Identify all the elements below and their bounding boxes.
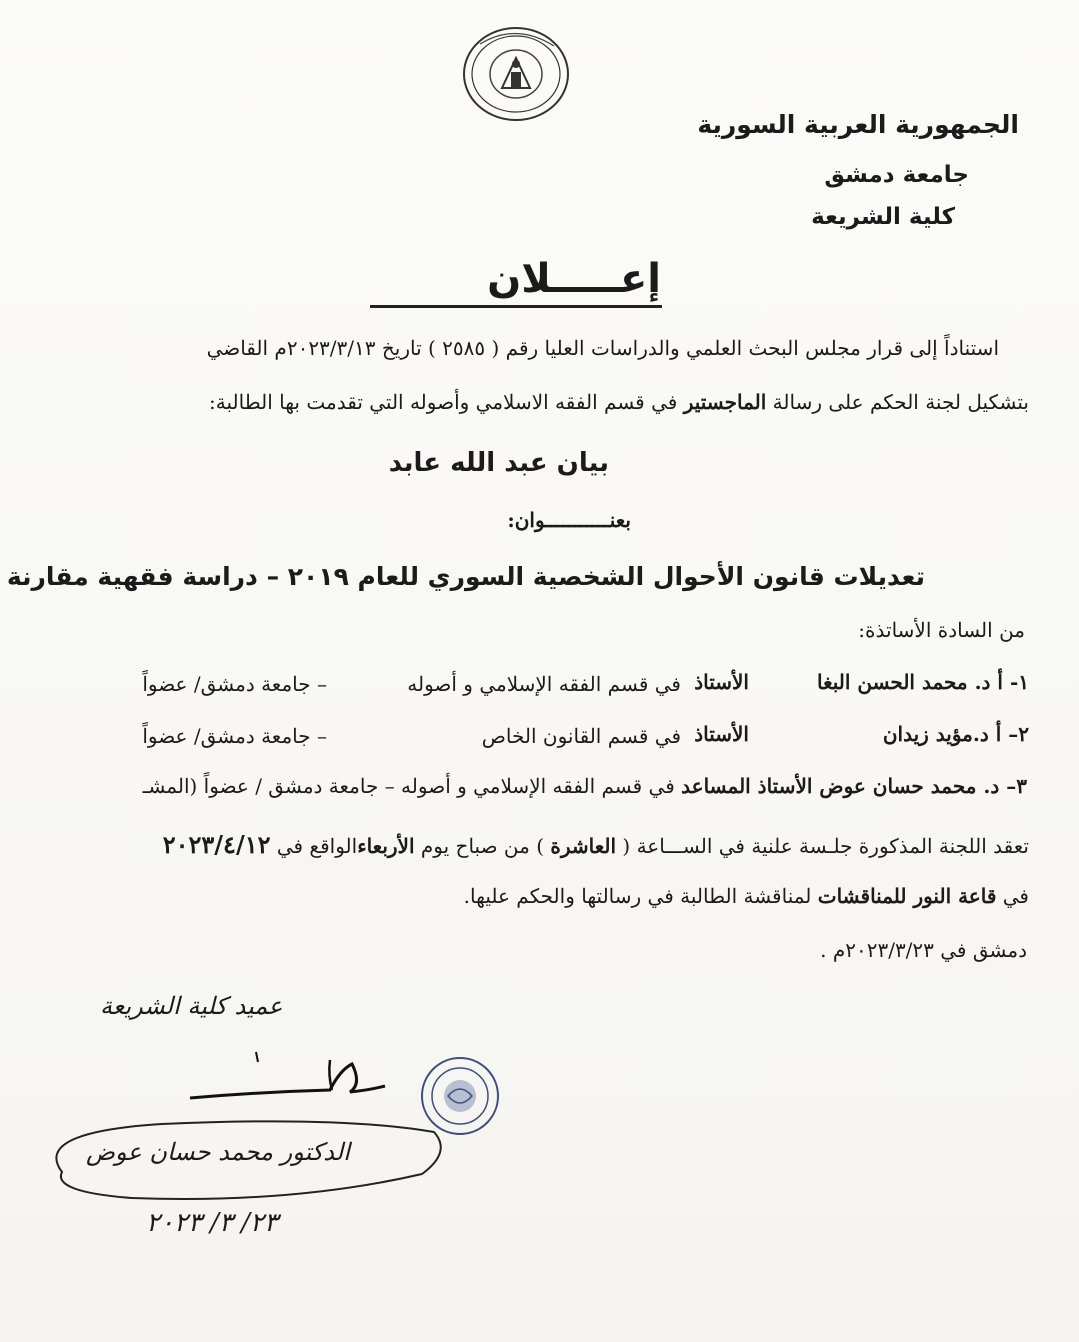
committee-member-1-name: ١- أ د. محمد الحسن البغا [816,670,1029,694]
session-text-e: لمناقشة الطالبة في رسالتها والحكم عليها. [463,884,812,908]
committee-member-3-rest: في قسم الفقه الإسلامي و أصوله – جامعة دمشق / عضواً (المشـ [142,774,675,798]
place-date: دمشق في ٢٠٢٣/٣/٢٣م . [820,938,1027,962]
session-hour: العاشرة [550,834,617,858]
thesis-title: تعديلات قانون الأحوال الشخصية السوري للعام ٢٠١٩ – دراسة فقهية مقارنة [6,562,925,591]
committee-member-2-rank: الأستاذ [694,722,749,746]
session-text-a: تعقد اللجنة المذكورة جلـسة علنية في الســـاعة ( [622,834,1029,858]
session-hall: قاعة النور للمناقشات [817,884,997,908]
announcement-title: إعـــــلان [487,256,661,302]
session-day: الأربعاء [357,834,415,858]
decision-paragraph-line-2 [209,390,1029,414]
committee-formation-text: بتشكيل لجنة الحكم على رسالة [772,390,1029,414]
session-date: ٢٠٢٣/٤/١٢ [162,830,271,859]
professors-intro: من السادة الأساتذة: [858,618,1025,642]
handwritten-signature [180,1040,390,1110]
committee-member-1-role: – جامعة دمشق/ عضواً [142,672,327,696]
committee-member-3 [143,774,1027,798]
dean-name: الدكتور محمد حسان عوض [86,1138,350,1166]
faculty-header: كلية الشريعة [811,204,955,230]
department-text: في قسم الفقه الاسلامي وأصوله التي تقدمت بها الطالبة: [209,390,678,414]
committee-member-3-name: ٣– د. محمد حسان عوض الأستاذ المساعد [681,774,1027,798]
title-underline [370,305,662,308]
committee-member-2-dept: في قسم القانون الخاص [481,724,681,748]
republic-header: الجمهورية العربية السورية [697,110,1019,139]
session-line-1 [163,830,1029,859]
student-name: بيان عبد الله عابد [388,448,609,478]
committee-member-2-name: ٢– أ د.مؤيد زيدان [882,722,1029,746]
university-header: جامعة دمشق [824,162,969,188]
session-text-c: الواقع في [276,834,358,858]
session-text-d: في [1002,884,1029,908]
decision-paragraph-line-1: استناداً إلى قرار مجلس البحث العلمي والدراسات العليا رقم ( ٢٥٨٥ ) تاريخ ٢٠٢٣/٣/١٣م القاضي [206,336,999,360]
university-seal-logo [458,22,578,132]
committee-member-2-role: – جامعة دمشق/ عضواً [142,724,327,748]
session-line-2 [464,884,1029,908]
committee-member-1-rank: الأستاذ [694,670,749,694]
degree-masters: الماجستير [683,390,767,414]
handwritten-date: ٢٣/ ٣/ ٢٠٢٣ [146,1208,278,1238]
dean-title: عميد كلية الشريعة [100,992,283,1020]
session-text-b: ) من صباح يوم [420,834,545,858]
committee-member-1-dept: في قسم الفقه الإسلامي و أصوله [407,672,681,696]
thesis-title-label: بعنـــــــــــوان: [507,508,631,532]
